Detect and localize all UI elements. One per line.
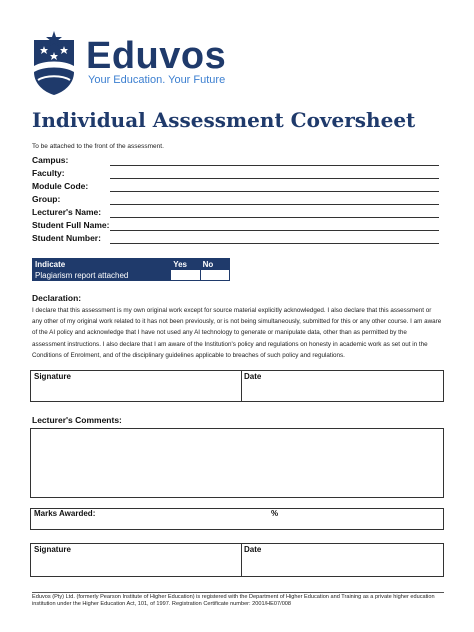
brand-tagline: Your Education. Your Future <box>88 74 226 86</box>
instruction-text: To be attached to the front of the assessment. <box>32 143 164 150</box>
footer-text: Eduvos (Pty) Ltd. (formerly Pearson Institute of Higher Education) is registered with the Department of Higher Education and Training as a private higher education institution under the Higher Education Act, 101, of 1997. Registration Certificate number: 2001/HE07/008 <box>32 594 435 607</box>
plagiarism-no-cell[interactable] <box>200 270 229 281</box>
field-input-line[interactable] <box>110 191 439 192</box>
field-student-number[interactable] <box>32 233 439 245</box>
field-label: Student Full Name: <box>32 220 110 230</box>
table-header-row <box>33 259 230 270</box>
field-label: Group: <box>32 194 61 204</box>
field-label: Campus: <box>32 155 69 165</box>
plagiarism-yes-cell[interactable] <box>171 270 200 281</box>
marks-awarded-label: Marks Awarded: <box>34 509 96 518</box>
footer-divider <box>32 592 444 593</box>
shield-with-stars-icon <box>30 30 78 96</box>
field-input-line[interactable] <box>110 243 439 244</box>
field-input-line[interactable] <box>110 230 439 231</box>
date-label: Date <box>244 372 262 381</box>
divider <box>241 371 242 401</box>
table-row <box>33 270 230 281</box>
field-label: Lecturer's Name: <box>32 207 102 217</box>
declaration-text: I declare that this assessment is my own original work except for source material explicitly acknowledged. I also declare that this assessment or any other of my original work related to it has not been previously, or is not being simultaneously, submitted for this or any other course. I am aware of the AI policy and acknowledge that I have not used any AI technology to generate or manipulate data, other than as permitted by the assessment instructions. I also declare that I am aware of the Institution's policy and regulations on honesty in academic work as set out in the Conditions of Enrolment, and of the disciplinary guidelines applicable to breaches of such policy and regulations. <box>32 307 442 359</box>
field-campus[interactable] <box>32 155 439 167</box>
field-faculty[interactable] <box>32 168 439 180</box>
field-label: Student Number: <box>32 233 101 243</box>
lecturer-comments-label: Lecturer's Comments: <box>32 415 122 425</box>
declaration-heading: Declaration: <box>32 293 82 303</box>
field-input-line[interactable] <box>110 178 439 179</box>
lecturer-comments-box[interactable] <box>30 428 444 498</box>
date-label: Date <box>244 545 262 554</box>
field-input-line[interactable] <box>110 165 439 166</box>
table-header-no: No <box>200 259 229 270</box>
table-header-indicate: Indicate <box>33 259 171 270</box>
page-title: Individual Assessment Coversheet <box>32 108 416 132</box>
table-header-yes: Yes <box>171 259 200 270</box>
field-student-full-name[interactable] <box>32 220 439 232</box>
percent-symbol: % <box>271 509 279 518</box>
divider <box>241 544 242 576</box>
signature-date-box[interactable] <box>30 370 444 402</box>
field-group[interactable] <box>32 194 439 206</box>
field-lecturer-name[interactable] <box>32 207 439 219</box>
brand-name: Eduvos <box>86 35 227 77</box>
marks-awarded-box[interactable] <box>30 508 444 530</box>
field-label: Module Code: <box>32 181 89 191</box>
plagiarism-report-label: Plagiarism report attached <box>33 270 171 281</box>
signature-date-box-2[interactable] <box>30 543 444 577</box>
signature-label: Signature <box>34 545 71 554</box>
indicate-table <box>32 258 230 281</box>
field-module-code[interactable] <box>32 181 439 193</box>
field-input-line[interactable] <box>110 204 439 205</box>
field-input-line[interactable] <box>110 217 439 218</box>
field-label: Faculty: <box>32 168 65 178</box>
signature-label: Signature <box>34 372 71 381</box>
